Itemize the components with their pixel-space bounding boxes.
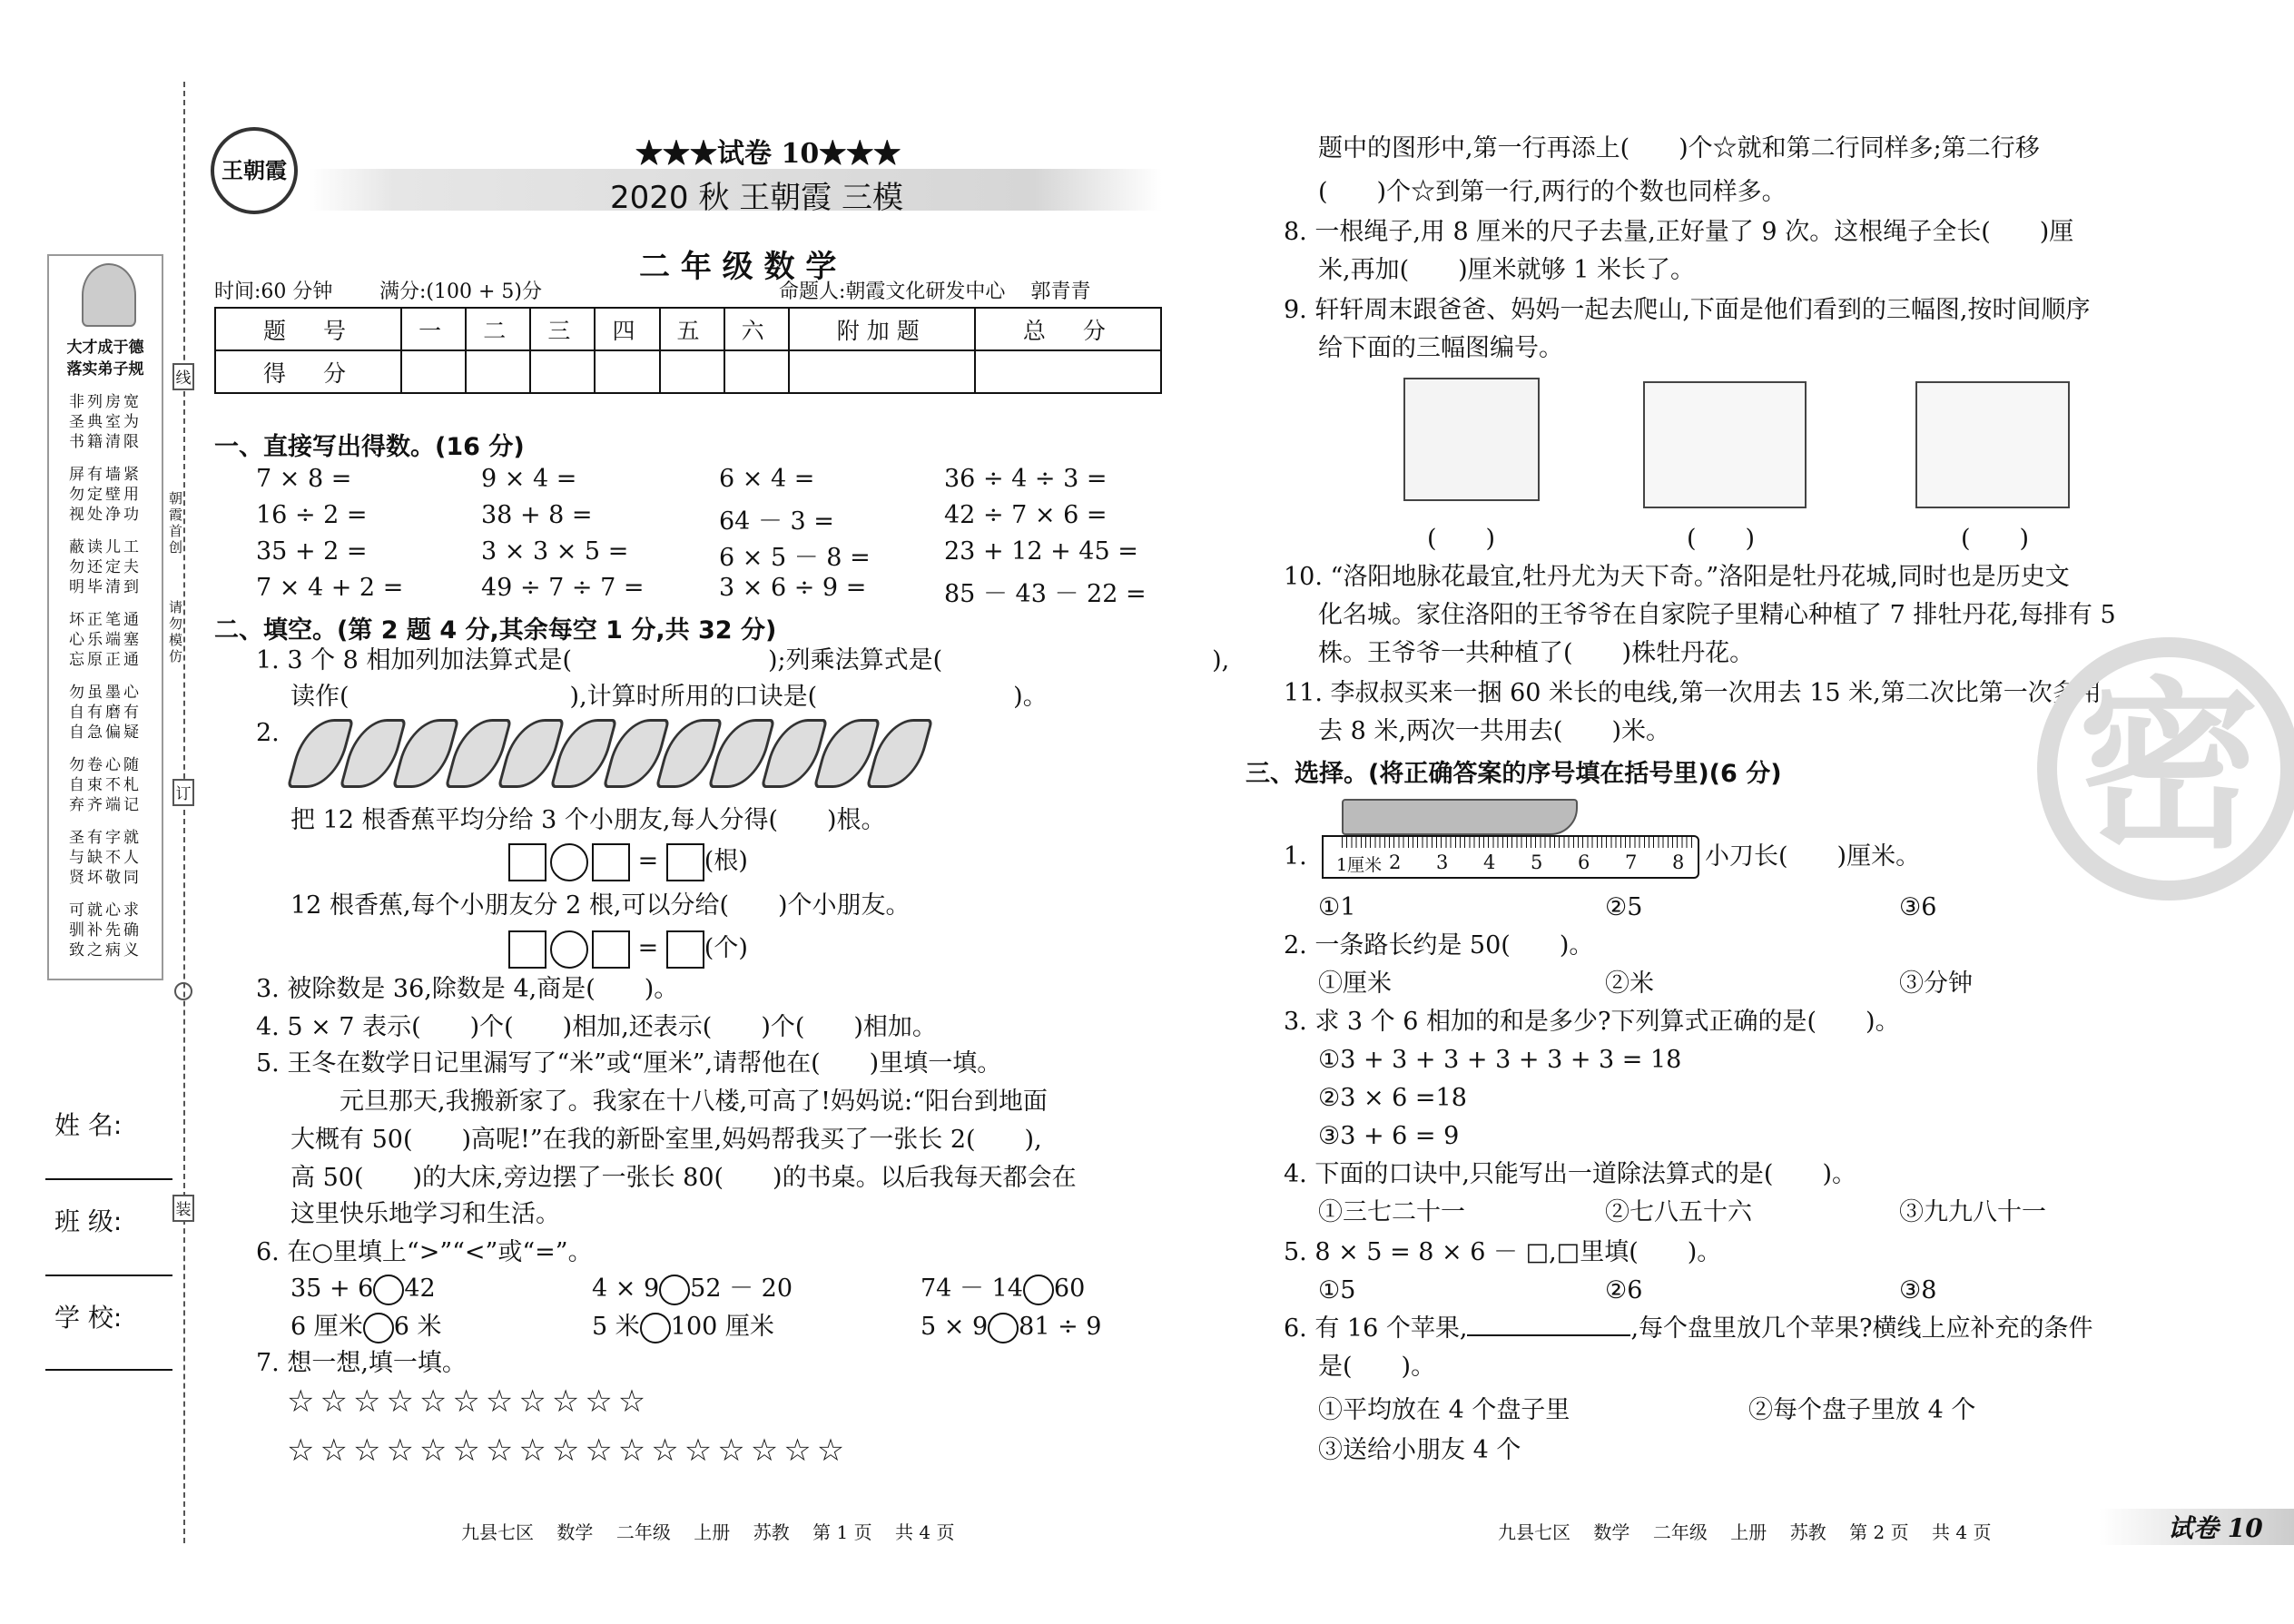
- calc-item: 49 ÷ 7 ÷ 7 =: [481, 574, 645, 602]
- calc-item: 64 － 3 =: [719, 507, 834, 536]
- q2-1-line1: 1. 3 个 8 相加列加法算式是( );列乘法算式是( ),: [256, 646, 1230, 674]
- calc-item: 6 × 5 － 8 =: [719, 544, 871, 572]
- calc-item: 38 + 8 =: [481, 501, 593, 529]
- school-field[interactable]: [45, 1369, 172, 1371]
- q3-5-option[interactable]: ②6: [1605, 1276, 1643, 1304]
- score-header-cell: 三: [530, 308, 595, 350]
- q2-2a-formula: = (根): [508, 841, 748, 881]
- sidebar-banner-2: 落实弟子规: [66, 360, 144, 379]
- q3-6-text-a: 6. 有 16 个苹果,: [1284, 1314, 1468, 1343]
- calc-item: 16 ÷ 2 =: [256, 501, 368, 529]
- binding-hole-1: [174, 982, 192, 1000]
- q3-6-option[interactable]: ③送给小朋友 4 个: [1318, 1436, 1521, 1464]
- q2-7: 7. 想一想,填一填。: [256, 1349, 467, 1377]
- q3-1-option[interactable]: ②5: [1605, 893, 1643, 921]
- q3-2: 2. 一条路长约是 50( )。: [1284, 931, 1594, 960]
- q2-9-line1: 9. 轩轩周末跟爸爸、妈妈一起去爬山,下面是他们看到的三幅图,按时间顺序: [1284, 296, 2091, 324]
- score-header-cell: 四: [595, 308, 659, 350]
- school-label: 学 校:: [54, 1303, 123, 1333]
- poem-block-6: 勿卷心随 自束不札 弃齐端记: [69, 756, 142, 814]
- compare-left: 5 × 9: [921, 1313, 989, 1341]
- knife-illustration: [1342, 799, 1578, 835]
- sidebar-banner-1: 大才成于德: [66, 339, 144, 357]
- compare-item: [921, 1273, 1085, 1305]
- ruler-label: 7: [1625, 851, 1638, 873]
- scholar-illustration: [82, 263, 136, 327]
- ruler-ticks: [1342, 835, 1696, 848]
- q2-5-story-line2: 大概有 50( )高呢!”在我的新卧室里,妈妈帮我买了一张长 2( ),: [290, 1126, 1042, 1154]
- compare-item: [290, 1273, 436, 1305]
- compare-left: 4 × 9: [592, 1275, 660, 1303]
- answer-square[interactable]: [508, 843, 546, 881]
- q3-4-option[interactable]: ②七八五十六: [1605, 1198, 1752, 1226]
- poem-block-3: 蔽读儿工 勿还定夫 明毕清到: [69, 538, 142, 596]
- answer-square[interactable]: [508, 930, 546, 969]
- part1-title: 一、直接写出得数。(16 分): [214, 433, 525, 461]
- q2-3: 3. 被除数是 36,除数是 4,商是( )。: [256, 975, 679, 1003]
- class-field[interactable]: [45, 1275, 172, 1276]
- score-header-cell: 二: [466, 308, 530, 350]
- calc-item: 23 + 12 + 45 =: [944, 537, 1138, 566]
- compare-item: [921, 1311, 1101, 1343]
- compare-item: [592, 1311, 774, 1343]
- seal-line: 线: [172, 363, 194, 390]
- poem-block-8: 可就心求 驯补先确 致之病义: [69, 901, 142, 960]
- picture-order-blank[interactable]: ( ): [1961, 525, 2030, 553]
- star-row-1: ☆☆☆☆☆☆☆☆☆☆☆: [287, 1383, 652, 1420]
- q2-2-number: 2.: [256, 719, 280, 747]
- q2-10-line3: 株。王爷爷一共种植了( )株牡丹花。: [1318, 639, 1755, 667]
- binding-line: [183, 82, 185, 1543]
- score-cell[interactable]: [975, 350, 1161, 393]
- series-title: 2020 秋 王朝霞 三模: [610, 180, 903, 216]
- q3-6-blank[interactable]: [1467, 1313, 1630, 1336]
- poem-block-4: 坏正笔通 心乐端塞 忘原正通: [69, 611, 142, 669]
- compare-circle[interactable]: [640, 1313, 671, 1343]
- q3-1-option[interactable]: ③6: [1899, 893, 1937, 921]
- class-label: 班 级:: [54, 1206, 123, 1236]
- logo-seal: 王朝霞: [211, 127, 298, 214]
- q3-2-option[interactable]: ②米: [1605, 969, 1654, 998]
- score-cell[interactable]: [789, 350, 975, 393]
- q3-4-option[interactable]: ①三七二十一: [1318, 1198, 1465, 1226]
- confidential-watermark: 密: [2037, 637, 2294, 901]
- part3-title: 三、选择。(将正确答案的序号填在括号里)(6 分): [1245, 760, 1782, 788]
- score-cell[interactable]: [530, 350, 595, 393]
- score-table: [214, 307, 1162, 394]
- compare-circle[interactable]: [363, 1313, 394, 1343]
- pagoda-picture-2: [1915, 381, 2070, 508]
- calc-item: 35 + 2 =: [256, 537, 368, 566]
- q3-6-line1: [1284, 1313, 2093, 1345]
- poem-block-1: 非列房宽 圣典室为 书籍清限: [69, 393, 142, 451]
- q3-4: 4. 下面的口诀中,只能写出一道除法算式的是( )。: [1284, 1160, 1856, 1188]
- q2-5: 5. 王冬在数学日记里漏写了“米”或“厘米”,请帮他在( )里填一填。: [256, 1049, 1002, 1078]
- part2-title: 二、填空。(第 2 题 4 分,其余每空 1 分,共 32 分): [214, 616, 777, 645]
- q2-5-story-line3: 高 50( )的大床,旁边摆了一张长 80( )的书桌。以后我每天都会在: [290, 1164, 1077, 1192]
- q2-6: 6. 在○里填上“>”“<”或“=”。: [256, 1238, 593, 1266]
- q3-6-text-b: ,每个盘里放几个苹果?横线上应补充的条件: [1630, 1314, 2093, 1343]
- hill-path-picture: [1403, 378, 1540, 501]
- ruler-label: 3: [1436, 851, 1449, 873]
- compare-item: [592, 1273, 793, 1305]
- unit-label: (个): [704, 934, 748, 962]
- score-header-cell: 六: [724, 308, 789, 350]
- q2-7-cont-line2: ( )个☆到第一行,两行的个数也同样多。: [1318, 178, 1787, 206]
- q3-1-option[interactable]: ①1: [1318, 893, 1356, 921]
- q2-2b-text: 12 根香蕉,每个小朋友分 2 根,可以分给( )个小朋友。: [290, 891, 911, 920]
- exam-author: 命题人:朝霞文化研发中心 郭青青: [779, 281, 1091, 303]
- exam-time: 时间:60 分钟: [214, 281, 333, 303]
- compare-right: 81 ÷ 9: [1019, 1313, 1102, 1341]
- q2-1-line2: 读作( ),计算时所用的口诀是( )。: [290, 683, 1048, 711]
- score-cell[interactable]: [466, 350, 530, 393]
- q3-5: 5. 8 × 5 = 8 × 6 － □,□里填( )。: [1284, 1238, 1722, 1266]
- compare-left: 35 + 6: [290, 1275, 374, 1303]
- calc-item: 36 ÷ 4 ÷ 3 =: [944, 465, 1108, 493]
- footer-right: 九县七区 数学 二年级 上册 苏教 第 2 页 共 4 页: [1498, 1521, 1992, 1543]
- compare-right: 60: [1053, 1275, 1086, 1303]
- q3-1-text: 小刀长( )厘米。: [1705, 842, 1921, 871]
- score-cell[interactable]: [401, 350, 466, 393]
- q3-5-option[interactable]: ③8: [1899, 1276, 1937, 1304]
- compare-left: 74 － 14: [921, 1275, 1023, 1303]
- calc-item: 85 － 43 － 22 =: [944, 580, 1147, 608]
- calc-item: 3 × 3 × 5 =: [481, 537, 629, 566]
- q2-8-line2: 米,再加( )厘米就够 1 米长了。: [1318, 256, 1695, 284]
- q2-11-line1: 11. 李叔叔买来一捆 60 米长的电线,第一次用去 15 米,第二次比第一次多用: [1284, 679, 2102, 707]
- score-table-score-row: [215, 350, 1161, 393]
- calc-item: 9 × 4 =: [481, 465, 577, 493]
- q3-3: 3. 求 3 个 6 相加的和是多少?下列算式正确的是( )。: [1284, 1008, 1900, 1036]
- answer-square[interactable]: [592, 843, 630, 881]
- ruler-label: 2: [1389, 851, 1402, 873]
- name-label: 姓 名:: [54, 1110, 123, 1140]
- ruler-label: 6: [1578, 851, 1590, 873]
- score-header-cell: 五: [660, 308, 724, 350]
- compare-circle[interactable]: [373, 1275, 404, 1305]
- star-row-2: ☆☆☆☆☆☆☆☆☆☆☆☆☆☆☆☆☆: [287, 1432, 851, 1469]
- vertical-note-1: 朝霞首创: [169, 490, 183, 556]
- vertical-note-2: 请勿模仿: [169, 599, 183, 664]
- picture-order-blank[interactable]: ( ): [1687, 525, 1756, 553]
- score-header-cell: 一: [401, 308, 466, 350]
- q2-7-cont-line1: 题中的图形中,第一行再添上( )个☆就和第二行同样多;第二行移: [1318, 134, 2040, 162]
- compare-right: 42: [404, 1275, 436, 1303]
- score-cell[interactable]: [595, 350, 659, 393]
- unit-label: (根): [704, 847, 748, 875]
- poem-block-2: 屏有墙紧 勿定壁用 视处净功: [69, 466, 142, 524]
- footer-left: 九县七区 数学 二年级 上册 苏教 第 1 页 共 4 页: [461, 1521, 955, 1543]
- subject-title: 二 年 级 数 学: [639, 249, 837, 285]
- compare-right: 52 － 20: [690, 1275, 793, 1303]
- compare-circle[interactable]: [1023, 1275, 1054, 1305]
- answer-square[interactable]: [666, 843, 704, 881]
- calc-item: 42 ÷ 7 × 6 =: [944, 501, 1108, 529]
- score-row-label: 得 分: [215, 350, 401, 393]
- q3-2-option[interactable]: ①厘米: [1318, 969, 1392, 998]
- ruler-label: 5: [1531, 851, 1543, 873]
- score-header-cell: 附加题: [789, 308, 975, 350]
- score-table-header-row: [215, 308, 1161, 350]
- q2-8-line1: 8. 一根绳子,用 8 厘米的尺子去量,正好量了 9 次。这根绳子全长( )厘: [1284, 218, 2074, 246]
- q3-3-option[interactable]: ②3 × 6 =18: [1318, 1084, 1467, 1112]
- pagoda-picture-1: [1643, 381, 1807, 508]
- q3-4-option[interactable]: ③九九八十一: [1899, 1198, 2046, 1226]
- q2-9-line2: 给下面的三幅图编号。: [1318, 334, 1563, 362]
- q2-4: 4. 5 × 7 表示( )个( )相加,还表示( )个( )相加。: [256, 1013, 937, 1041]
- q2-5-story-line4: 这里快乐地学习和生活。: [290, 1200, 560, 1228]
- q2-2a-text: 把 12 根香蕉平均分给 3 个小朋友,每人分得( )根。: [290, 806, 886, 834]
- q2-11-line2: 去 8 米,两次一共用去( )米。: [1318, 717, 1670, 745]
- answer-square[interactable]: [592, 930, 630, 969]
- compare-right: 6 米: [393, 1313, 442, 1341]
- q3-6-option[interactable]: ①平均放在 4 个盘子里: [1318, 1396, 1570, 1424]
- compare-left: 5 米: [592, 1313, 640, 1341]
- compare-left: 6 厘米: [290, 1313, 363, 1341]
- q3-3-option[interactable]: ③3 + 6 = 9: [1318, 1122, 1460, 1150]
- operator-circle[interactable]: [550, 843, 588, 881]
- compare-item: [290, 1311, 442, 1343]
- q2-5-story-line1: 元旦那天,我搬新家了。我家在十八楼,可高了!妈妈说:“阳台到地面: [290, 1088, 1048, 1116]
- seal-order: 订: [172, 779, 194, 806]
- score-header-cell: 总 分: [975, 308, 1161, 350]
- calc-item: 7 × 4 + 2 =: [256, 574, 404, 602]
- compare-right: 100 厘米: [670, 1313, 774, 1341]
- q2-10-line2: 化名城。家住洛阳的王爷爷在自家院子里精心种植了 7 排牡丹花,每排有 5: [1318, 601, 2116, 629]
- score-cell[interactable]: [660, 350, 724, 393]
- q3-1-number: 1.: [1284, 842, 1307, 871]
- poem-block-5: 勿虽墨心 自有磨有 自急偏疑: [69, 684, 142, 742]
- compare-circle[interactable]: [659, 1275, 690, 1305]
- calc-item: 7 × 8 =: [256, 465, 352, 493]
- score-cell[interactable]: [724, 350, 789, 393]
- score-header-cell: 题 号: [215, 308, 401, 350]
- q3-6-line2: 是( )。: [1318, 1353, 1436, 1381]
- operator-circle[interactable]: [550, 930, 588, 969]
- footer-tag: 试卷 10: [2168, 1513, 2263, 1543]
- q3-3-option[interactable]: ①3 + 3 + 3 + 3 + 3 + 3 = 18: [1318, 1046, 1682, 1074]
- ruler-label: 1厘米: [1336, 855, 1383, 875]
- compare-circle[interactable]: [988, 1313, 1019, 1343]
- q3-2-option[interactable]: ③分钟: [1899, 969, 1973, 998]
- ruler-label: 8: [1672, 851, 1685, 873]
- seal-bind: 装: [172, 1195, 194, 1222]
- q2-10-line1: 10. “洛阳地脉花最宜,牡丹尤为天下奇。”洛阳是牡丹花城,同时也是历史文: [1284, 563, 2070, 591]
- paper-tag: ★★★试卷 10★★★: [635, 138, 901, 170]
- calc-item: 3 × 6 ÷ 9 =: [719, 574, 867, 602]
- q2-2b-formula: = (个): [508, 928, 748, 969]
- exam-full-score: 满分:(100 + 5)分: [379, 281, 542, 303]
- ruler-label: 4: [1483, 851, 1496, 873]
- answer-square[interactable]: [666, 930, 704, 969]
- q3-5-option[interactable]: ①5: [1318, 1276, 1356, 1304]
- q3-6-option[interactable]: ②每个盘子里放 4 个: [1748, 1396, 1976, 1424]
- poem-block-7: 圣有字就 与缺不人 贤坏敬同: [69, 829, 142, 887]
- name-field[interactable]: [45, 1178, 172, 1180]
- picture-order-blank[interactable]: ( ): [1427, 525, 1496, 553]
- calc-item: 6 × 4 =: [719, 465, 815, 493]
